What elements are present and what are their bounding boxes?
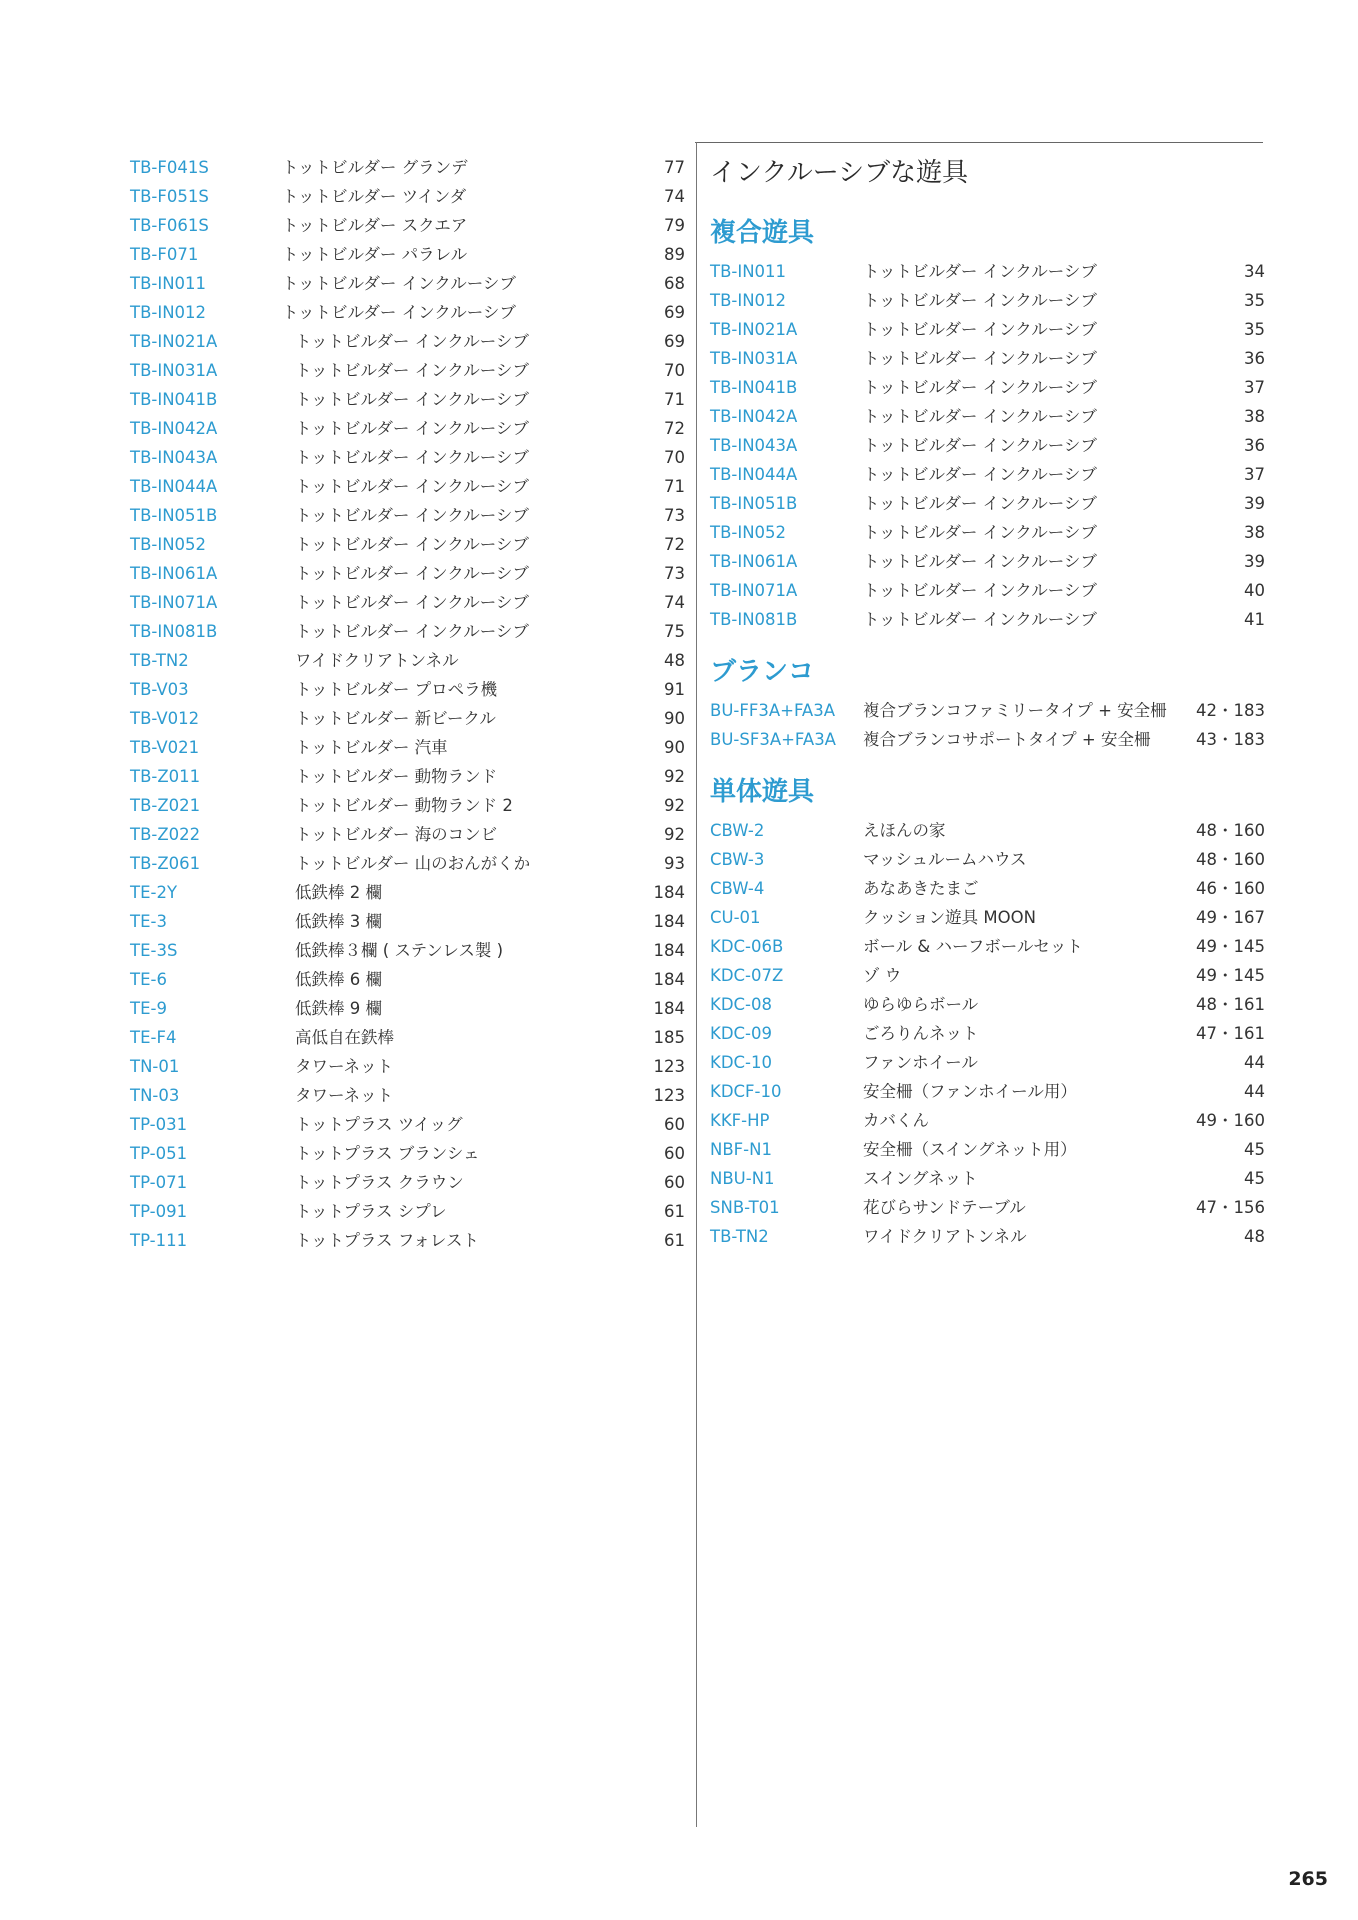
index-row <box>710 1164 1265 1193</box>
product-name: タワーネット <box>295 1086 394 1105</box>
product-name: ワイドクリアトンネル <box>863 1227 1027 1246</box>
product-code: KKF-HP <box>710 1111 770 1130</box>
product-name: トットビルダー インクルーシブ <box>295 477 529 496</box>
product-code: TB-IN011 <box>710 262 787 281</box>
page-reference: 48・161 <box>1196 995 1265 1014</box>
section-heading: 複合遊具 <box>710 218 815 248</box>
index-row <box>130 1139 685 1168</box>
page-reference: 92 <box>664 796 685 815</box>
product-code: TP-111 <box>130 1231 188 1250</box>
index-row <box>130 849 685 878</box>
product-code: TB-IN031A <box>130 361 218 380</box>
index-row <box>130 791 685 820</box>
product-code: TP-091 <box>130 1202 188 1221</box>
product-name: トットビルダー インクルーシブ <box>863 581 1097 600</box>
index-row <box>130 965 685 994</box>
product-code: TB-IN044A <box>710 465 798 484</box>
product-name: タワーネット <box>295 1057 394 1076</box>
index-row <box>130 762 685 791</box>
page-reference: 42・183 <box>1196 701 1265 720</box>
product-name: トットビルダー インクルーシブ <box>863 291 1097 310</box>
product-code: CBW-3 <box>710 850 765 869</box>
product-name: トットビルダー プロペラ機 <box>295 680 498 699</box>
product-code: KDC-07Z <box>710 966 784 985</box>
index-row <box>130 472 685 501</box>
product-code: TB-IN011 <box>130 274 207 293</box>
page-reference: 48 <box>1244 1227 1265 1246</box>
index-row <box>130 646 685 675</box>
index-row <box>130 153 685 182</box>
product-name: トットビルダー インクルーシブ <box>863 610 1097 629</box>
product-code: CBW-2 <box>710 821 765 840</box>
index-row <box>130 1110 685 1139</box>
product-name: トットプラス シプレ <box>295 1202 447 1221</box>
page-reference: 48・160 <box>1196 850 1265 869</box>
page-reference: 60 <box>664 1173 685 1192</box>
product-code: TB-IN041B <box>710 378 798 397</box>
product-name: トットビルダー 動物ランド 2 <box>295 796 513 815</box>
index-row <box>710 816 1265 845</box>
product-name: トットビルダー インクルーシブ <box>295 390 529 409</box>
product-code: TB-IN052 <box>710 523 787 542</box>
page-reference: 37 <box>1244 378 1265 397</box>
product-name: ゾ ウ <box>863 966 902 985</box>
index-row <box>130 327 685 356</box>
product-name: トットビルダー インクルーシブ <box>295 506 529 525</box>
product-name: 複合ブランコファミリータイプ + 安全柵 <box>863 701 1167 720</box>
index-row <box>130 936 685 965</box>
product-name: カバくん <box>863 1111 929 1130</box>
product-name: トットビルダー インクルーシブ <box>863 552 1097 571</box>
product-name: クッション遊具 MOON <box>863 908 1036 927</box>
product-code: TE-3 <box>130 912 167 931</box>
product-name: トットプラス ブランシェ <box>295 1144 480 1163</box>
index-row <box>710 990 1265 1019</box>
page-reference: 43・183 <box>1196 730 1265 749</box>
index-row <box>130 820 685 849</box>
index-row <box>710 696 1265 725</box>
page-reference: 35 <box>1244 320 1265 339</box>
index-row <box>710 547 1265 576</box>
index-row <box>130 530 685 559</box>
index-row <box>710 402 1265 431</box>
product-code: TB-IN081B <box>710 610 798 629</box>
page-reference: 77 <box>664 158 685 177</box>
product-code: TB-IN052 <box>130 535 207 554</box>
page-reference: 49・160 <box>1196 1111 1265 1130</box>
page-reference: 123 <box>653 1086 685 1105</box>
index-row <box>130 588 685 617</box>
page-reference: 61 <box>664 1202 685 1221</box>
product-code: TP-031 <box>130 1115 188 1134</box>
product-name: ごろりんネット <box>863 1024 979 1043</box>
page-reference: 44 <box>1244 1082 1265 1101</box>
product-code: TB-Z022 <box>130 825 201 844</box>
index-row <box>710 286 1265 315</box>
product-code: TB-IN061A <box>130 564 218 583</box>
product-name: ゆらゆらボール <box>863 995 979 1014</box>
product-code: TP-071 <box>130 1173 188 1192</box>
index-row <box>130 994 685 1023</box>
product-code: TB-IN012 <box>710 291 787 310</box>
page-reference: 89 <box>664 245 685 264</box>
product-name: ワイドクリアトンネル <box>295 651 459 670</box>
page-reference: 92 <box>664 767 685 786</box>
index-row <box>130 1023 685 1052</box>
product-code: TB-IN043A <box>130 448 218 467</box>
page-reference: 91 <box>664 680 685 699</box>
product-name: トットビルダー スクエア <box>282 216 468 235</box>
index-row <box>130 269 685 298</box>
page-reference: 69 <box>664 303 685 322</box>
index-row <box>710 315 1265 344</box>
index-row <box>710 431 1265 460</box>
index-row <box>710 257 1265 286</box>
index-row <box>130 1081 685 1110</box>
product-code: TE-F4 <box>130 1028 177 1047</box>
product-code: NBF-N1 <box>710 1140 772 1159</box>
product-code: TB-IN051B <box>710 494 798 513</box>
product-code: CBW-4 <box>710 879 765 898</box>
index-row <box>710 1222 1265 1251</box>
page-reference: 74 <box>664 187 685 206</box>
product-name: トットビルダー インクルーシブ <box>863 262 1097 281</box>
product-code: TB-IN012 <box>130 303 207 322</box>
page-reference: 93 <box>664 854 685 873</box>
product-code: TB-Z021 <box>130 796 201 815</box>
page-reference: 74 <box>664 593 685 612</box>
page-reference: 79 <box>664 216 685 235</box>
product-name: トットビルダー グランデ <box>282 158 468 177</box>
page-reference: 90 <box>664 709 685 728</box>
product-name: トットビルダー インクルーシブ <box>295 593 529 612</box>
index-row <box>130 298 685 327</box>
product-code: TE-6 <box>130 970 167 989</box>
page-reference: 49・145 <box>1196 937 1265 956</box>
product-name: 低鉄棒３欄 ( ステンレス製 ) <box>295 941 504 960</box>
product-code: TB-IN081B <box>130 622 218 641</box>
page-reference: 72 <box>664 535 685 554</box>
index-row <box>710 1019 1265 1048</box>
index-row <box>130 675 685 704</box>
product-code: SNB-T01 <box>710 1198 780 1217</box>
page-reference: 41 <box>1244 610 1265 629</box>
index-row <box>710 576 1265 605</box>
product-name: トットビルダー インクルーシブ <box>295 564 529 583</box>
product-code: TE-2Y <box>130 883 178 902</box>
index-row <box>130 501 685 530</box>
page-reference: 49・145 <box>1196 966 1265 985</box>
page-reference: 184 <box>653 941 685 960</box>
page-reference: 40 <box>1244 581 1265 600</box>
product-name: マッシュルームハウス <box>863 850 1027 869</box>
page-reference: 45 <box>1244 1140 1265 1159</box>
product-code: TB-V03 <box>130 680 189 699</box>
page-reference: 70 <box>664 448 685 467</box>
product-code: TB-IN031A <box>710 349 798 368</box>
index-row <box>130 907 685 936</box>
product-code: TB-V021 <box>130 738 200 757</box>
page-reference: 38 <box>1244 407 1265 426</box>
page-reference: 185 <box>653 1028 685 1047</box>
index-row <box>130 878 685 907</box>
product-code: TB-Z061 <box>130 854 201 873</box>
index-row <box>710 373 1265 402</box>
index-row <box>710 903 1265 932</box>
page-reference: 71 <box>664 390 685 409</box>
index-row <box>710 605 1265 634</box>
page-reference: 72 <box>664 419 685 438</box>
page-reference: 39 <box>1244 552 1265 571</box>
page-number: 265 <box>1288 1868 1328 1890</box>
index-row <box>710 518 1265 547</box>
product-code: TB-F041S <box>130 158 209 177</box>
index-row <box>130 414 685 443</box>
page-reference: 71 <box>664 477 685 496</box>
product-name: ファンホイール <box>863 1053 978 1072</box>
page-reference: 46・160 <box>1196 879 1265 898</box>
product-name: トットビルダー インクルーシブ <box>295 419 529 438</box>
top-rule <box>695 142 1263 143</box>
page-reference: 36 <box>1244 349 1265 368</box>
index-row <box>710 1077 1265 1106</box>
page-reference: 36 <box>1244 436 1265 455</box>
product-name: 複合ブランコサポートタイプ + 安全柵 <box>863 730 1151 749</box>
index-row <box>130 211 685 240</box>
index-row <box>130 356 685 385</box>
page-reference: 48 <box>664 651 685 670</box>
product-name: えほんの家 <box>863 821 946 840</box>
product-code: NBU-N1 <box>710 1169 775 1188</box>
index-row <box>130 182 685 211</box>
page-reference: 73 <box>664 564 685 583</box>
index-row <box>710 874 1265 903</box>
right-sections <box>710 209 1265 1251</box>
page-reference: 61 <box>664 1231 685 1250</box>
section-heading: ブランコ <box>710 657 815 687</box>
product-name: トットビルダー インクルーシブ <box>863 494 1097 513</box>
page-reference: 44 <box>1244 1053 1265 1072</box>
index-row <box>710 725 1265 754</box>
product-code: TB-IN043A <box>710 436 798 455</box>
product-code: TE-9 <box>130 999 167 1018</box>
product-code: TB-F071 <box>130 245 199 264</box>
page-reference: 69 <box>664 332 685 351</box>
product-code: CU-01 <box>710 908 761 927</box>
product-code: KDCF-10 <box>710 1082 782 1101</box>
index-row <box>710 1135 1265 1164</box>
product-name: 安全柵（ファンホイール用） <box>863 1082 1077 1101</box>
product-name: トットビルダー インクルーシブ <box>282 274 516 293</box>
product-name: トットビルダー 動物ランド <box>295 767 498 786</box>
index-row <box>130 1197 685 1226</box>
page-reference: 37 <box>1244 465 1265 484</box>
page-reference: 48・160 <box>1196 821 1265 840</box>
index-row <box>710 845 1265 874</box>
product-name: あなあきたまご <box>863 879 979 898</box>
product-name: トットビルダー インクルーシブ <box>295 332 529 351</box>
product-name: 花びらサンドテーブル <box>863 1198 1026 1217</box>
index-row <box>130 443 685 472</box>
product-name: トットビルダー インクルーシブ <box>295 622 529 641</box>
section-title: インクルーシブな遊具 <box>710 158 969 188</box>
product-code: TB-TN2 <box>130 651 189 670</box>
page-reference: 184 <box>653 970 685 989</box>
product-code: TN-03 <box>130 1086 180 1105</box>
product-code: TB-TN2 <box>710 1227 769 1246</box>
page-reference: 60 <box>664 1115 685 1134</box>
product-code: TB-IN021A <box>710 320 798 339</box>
product-name: トットビルダー インクルーシブ <box>863 523 1097 542</box>
page-reference: 34 <box>1244 262 1265 281</box>
index-row <box>130 385 685 414</box>
index-row <box>130 704 685 733</box>
product-code: TB-IN042A <box>710 407 798 426</box>
index-row <box>130 1052 685 1081</box>
product-code: KDC-08 <box>710 995 772 1014</box>
product-name: トットビルダー インクルーシブ <box>863 407 1097 426</box>
page-reference: 47・161 <box>1196 1024 1265 1043</box>
product-name: トットビルダー 海のコンビ <box>295 825 498 844</box>
product-name: スイングネット <box>863 1169 978 1188</box>
page-reference: 184 <box>653 912 685 931</box>
product-name: トットプラス フォレスト <box>295 1231 479 1250</box>
product-code: TB-IN021A <box>130 332 218 351</box>
page-reference: 70 <box>664 361 685 380</box>
page-reference: 123 <box>653 1057 685 1076</box>
product-code: BU-FF3A+FA3A <box>710 701 835 720</box>
index-row <box>710 460 1265 489</box>
index-row <box>130 617 685 646</box>
product-name: トットビルダー パラレル <box>282 245 468 264</box>
page-reference: 184 <box>653 999 685 1018</box>
product-name: 低鉄棒 3 欄 <box>295 912 382 931</box>
page-reference: 47・156 <box>1196 1198 1265 1217</box>
left-column-index <box>130 153 685 1255</box>
product-code: TB-IN051B <box>130 506 218 525</box>
product-name: トットビルダー ツインダ <box>282 187 467 206</box>
index-row <box>710 344 1265 373</box>
product-name: トットビルダー 新ビークル <box>295 709 496 728</box>
index-row <box>710 1193 1265 1222</box>
product-name: トットビルダー インクルーシブ <box>863 436 1097 455</box>
section-heading: 単体遊具 <box>710 777 815 807</box>
product-code: TP-051 <box>130 1144 188 1163</box>
product-name: トットビルダー インクルーシブ <box>295 448 529 467</box>
product-name: トットビルダー インクルーシブ <box>863 349 1097 368</box>
page-reference: 38 <box>1244 523 1265 542</box>
page-reference: 90 <box>664 738 685 757</box>
index-row <box>710 1106 1265 1135</box>
index-row <box>130 733 685 762</box>
page-reference: 75 <box>664 622 685 641</box>
product-code: TE-3S <box>130 941 178 960</box>
page-reference: 92 <box>664 825 685 844</box>
product-code: TB-IN042A <box>130 419 218 438</box>
product-name: トットビルダー インクルーシブ <box>295 361 529 380</box>
product-code: TB-IN044A <box>130 477 218 496</box>
page-reference: 39 <box>1244 494 1265 513</box>
product-name: 低鉄棒 9 欄 <box>295 999 382 1018</box>
right-column-index <box>710 153 1265 1251</box>
product-code: TB-F061S <box>130 216 209 235</box>
product-name: トットビルダー インクルーシブ <box>295 535 529 554</box>
index-row <box>130 1226 685 1255</box>
product-code: KDC-09 <box>710 1024 772 1043</box>
product-code: TB-IN071A <box>710 581 798 600</box>
index-row <box>710 932 1265 961</box>
product-name: ボール & ハーフボールセット <box>863 937 1083 956</box>
product-name: トットプラス ツイッグ <box>295 1115 463 1134</box>
product-code: BU-SF3A+FA3A <box>710 730 836 749</box>
product-name: トットビルダー 汽車 <box>295 738 448 757</box>
product-name: トットビルダー インクルーシブ <box>863 320 1097 339</box>
index-row <box>130 240 685 269</box>
product-code: TB-V012 <box>130 709 200 728</box>
product-name: トットビルダー インクルーシブ <box>282 303 516 322</box>
page-reference: 73 <box>664 506 685 525</box>
product-name: トットビルダー インクルーシブ <box>863 465 1097 484</box>
product-name: トットビルダー インクルーシブ <box>863 378 1097 397</box>
product-code: TB-IN071A <box>130 593 218 612</box>
product-code: TB-F051S <box>130 187 209 206</box>
page-reference: 35 <box>1244 291 1265 310</box>
index-row <box>130 559 685 588</box>
page-reference: 49・167 <box>1196 908 1265 927</box>
product-code: TB-Z011 <box>130 767 201 786</box>
column-divider <box>696 142 697 1827</box>
index-row <box>710 1048 1265 1077</box>
product-code: KDC-06B <box>710 937 784 956</box>
product-name: 高低自在鉄棒 <box>295 1028 394 1047</box>
product-code: TN-01 <box>130 1057 180 1076</box>
page-reference: 68 <box>664 274 685 293</box>
page-reference: 45 <box>1244 1169 1265 1188</box>
product-code: TB-IN041B <box>130 390 218 409</box>
page-reference: 60 <box>664 1144 685 1163</box>
product-name: 低鉄棒 2 欄 <box>295 883 382 902</box>
index-row <box>130 1168 685 1197</box>
index-row <box>710 961 1265 990</box>
page-reference: 184 <box>653 883 685 902</box>
product-name: トットプラス クラウン <box>295 1173 464 1192</box>
product-name: 低鉄棒 6 欄 <box>295 970 382 989</box>
product-name: トットビルダー 山のおんがくか <box>295 854 531 873</box>
index-row <box>710 489 1265 518</box>
product-name: 安全柵（スイングネット用） <box>863 1140 1077 1159</box>
product-code: KDC-10 <box>710 1053 772 1072</box>
product-code: TB-IN061A <box>710 552 798 571</box>
